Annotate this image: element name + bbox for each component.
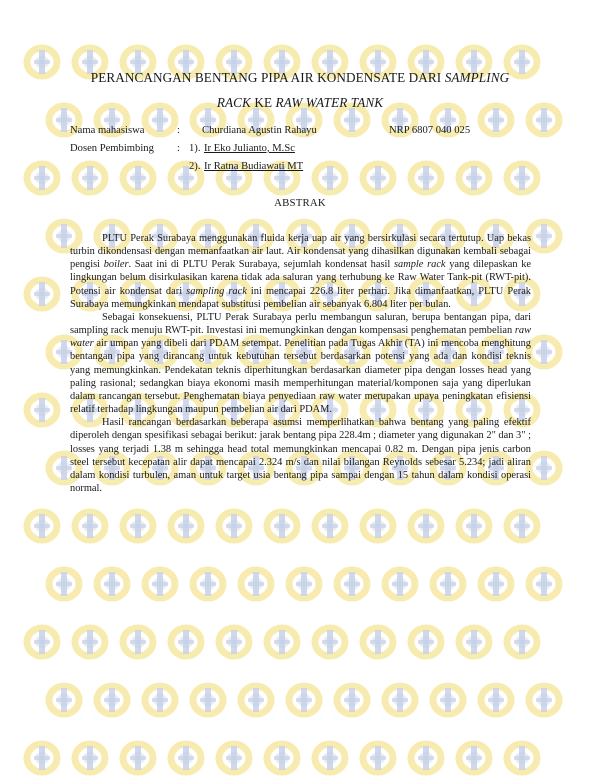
abstract-body bbox=[70, 232, 531, 495]
student-nrp: NRP 6807 040 025 bbox=[389, 125, 471, 136]
advisor-label: Dosen Pembimbing bbox=[70, 143, 154, 154]
title-text: KE bbox=[250, 95, 276, 110]
student-name: Churdiana Agustin Rahayu bbox=[202, 125, 317, 136]
advisor-colon: : bbox=[177, 143, 180, 154]
title-italic-text: SAMPLING bbox=[444, 70, 510, 85]
advisor-1-number: 1). bbox=[189, 143, 201, 154]
title-italic-text: RAW WATER TANK bbox=[275, 95, 384, 110]
document-title-line-2 bbox=[60, 95, 540, 111]
abstract-paragraph-1: PLTU Perak Surabaya menggunakan fluida kerja uap air yang bersirkulasi secara tertutup. Uap bekas turbin dikondensasi dengan memanfaatkan air laut. Air kondensat yang dihasilkan digunakan kembali sebagai pengisi boiler. Saat ini di PLTU Perak Surabaya, sejumlah kondensat hasil sample rack yang dilepaskan ke lingkungan belum disirkulasikan karena tidak ada saluran yang terhubung ke Raw Water Tank-pit (RWT-pit). Potensi air kondensat dari sampling rack ini mencapai 226.8 liter perhari. Jika dimanfaatkan, PLTU Perak Surabaya memungkinkan mendapat substitusi pembelian air sebanyak 6.804 liter per bulan. bbox=[70, 233, 532, 310]
document-title-line-1 bbox=[60, 70, 540, 86]
advisor-1-name: Ir Eko Julianto, M.Sc bbox=[204, 143, 295, 154]
advisor-2-number: 2). bbox=[189, 161, 201, 172]
title-text: PERANCANGAN BENTANG PIPA AIR KONDENSATE DARI bbox=[90, 70, 445, 85]
abstract-heading: ABSTRAK bbox=[274, 197, 326, 209]
student-colon: : bbox=[177, 125, 180, 136]
abstract-paragraph-3: Hasil rancangan berdasarkan beberapa asumsi memperlihatkan bahwa bentang yang paling efektif diperoleh dengan spesifikasi sebagai berikut: jarak bentang pipa 228.4m ; diameter yang digunakan 2" dan 3" ; losses yang terjadi 1.38 m sehingga head total memungkinkan mencapai 0.82 m. Dengan pipa jenis carbon steel tersebut kecepatan alir dapat mencapai 2.324 m/s dan nilai bilangan Reynolds sebesar 5.234; jadi aliran dalam kondisi turbulen, aman untuk target usia bentang pipa sampai dengan 15 tahun dalam kondisi operasi normal. bbox=[70, 417, 531, 494]
advisor-2-name: Ir Ratna Budiawati MT bbox=[204, 161, 304, 172]
abstract-paragraph-2: Sebagai konsekuensi, PLTU Perak Surabaya perlu membangun saluran, berupa bentangan pipa, dari sampling rack menuju RWT-pit. Investasi ini memungkinkan dengan kompensasi penghematan pembelian raw water air umpan yang dibeli dari PDAM setempat. Penelitian pada Tugas Akhir (TA) ini mencoba menghitung bentangan pipa yang dirancang untuk kebutuhan tersebut berdasarkan potensi yang ada dan kondisi teknis yang memungkinkan. Pendekatan teknis diperhitungkan berdasarkan diameter pipa dengan losses head yang paling rasional; sedangkan biaya ekonomi masih memperhitungan material/komponen saja yang diperlukan dalam rancangan tersebut. Penghematan biaya penyediaan raw water merupakan upaya peningkatan efisiensi relatif terhadap lingkungan maupun pembelian air dari PDAM. bbox=[70, 311, 531, 416]
title-italic-text: RACK bbox=[216, 95, 251, 110]
student-label: Nama mahasiswa bbox=[70, 125, 145, 136]
